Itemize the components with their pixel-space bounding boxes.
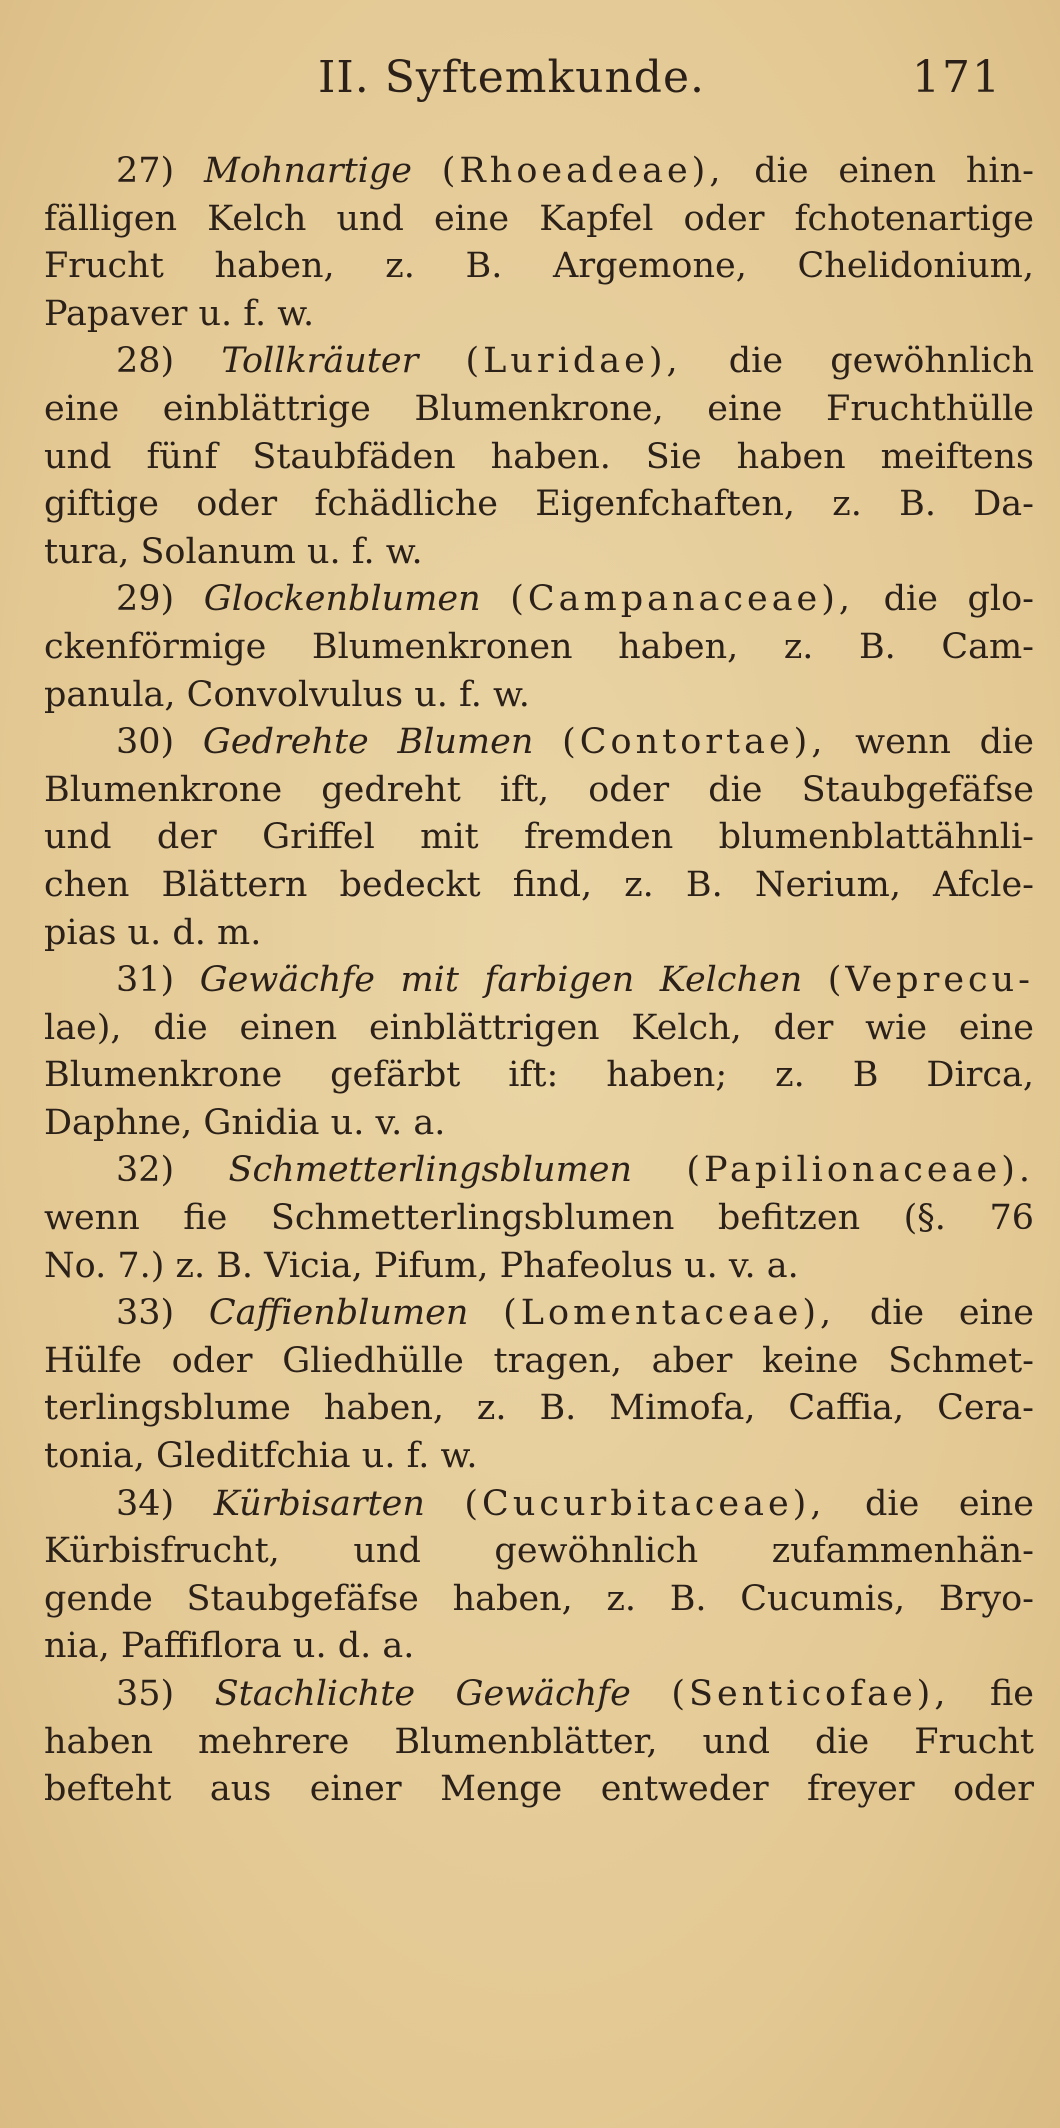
latin-name: (Contortae), [562,722,827,763]
entry-text: befteht aus einer Menge entweder freyer oder [44,1769,1034,1810]
entry-text: wenn die [855,722,1034,763]
family-name: Gedrehte Blumen [202,722,534,763]
entry-text: chen Blättern bedeckt find, z. B. Nerium, Afcle- [44,864,1034,905]
entry-first-line [44,576,1034,624]
latin-name: (Campanaceae), [510,579,855,620]
page-body [44,148,1034,1814]
entry-number: 35) [116,1674,175,1714]
entry-number: 33) [116,1293,175,1334]
entry-text: Frucht haben, z. B. Argemone, Chelidonium, [44,246,1034,287]
entry-text: lae), die einen einblättrigen Kelch, der wie eine [44,1007,1034,1048]
entry-number: 30) [116,722,175,763]
latin-name: (Rhoeadeae), [441,151,725,191]
entry-first-line [44,1481,1034,1529]
entry-text: die gewöhnlich [728,341,1034,382]
family-name: Schmetterlingsblumen [228,1150,633,1191]
family-name: Gewächfe mit farbigen Kelchen [199,960,803,1001]
page-number: 171 [912,52,1002,103]
entry-number: 32) [116,1150,175,1191]
latin-name: (Veprecu- [827,960,1034,1001]
entry-text: haben mehrere Blumenblätter, und die Frucht [44,1721,1034,1762]
family-name: Caffienblumen [208,1293,469,1334]
entry-33 [44,1290,1034,1480]
entry-text: die eine [865,1483,1034,1524]
entry-text: nia, Paffiflora u. d. a. [44,1626,415,1667]
entry-27 [44,148,1034,338]
entry-number: 27) [116,151,175,191]
entry-first-line [44,957,1034,1005]
entry-text: Kürbisfrucht, und gewöhnlich zufammenhän- [44,1531,1034,1572]
entry-34 [44,1481,1034,1671]
entry-first-line [44,1147,1034,1195]
entry-first-line [44,1290,1034,1338]
entry-number: 31) [116,960,175,1001]
entry-28 [44,338,1034,576]
entry-text: tura, Solanum u. f. w. [44,531,423,572]
entry-text: gende Staubgefäfse haben, z. B. Cucumis, Bryo- [44,1578,1034,1619]
latin-name: (Lomentaceae), [503,1293,836,1334]
family-name: Glockenblumen [203,579,481,620]
family-name: Tollkräuter [221,341,419,382]
entry-text: wenn fie Schmetterlingsblumen befitzen (§. 76 [44,1198,1034,1239]
entry-32 [44,1147,1034,1290]
entry-text: Daphne, Gnidia u. v. a. [44,1102,446,1143]
entry-first-line [44,148,1034,196]
family-name: Kürbisarten [213,1483,425,1524]
entry-text: Blumenkrone gefärbt ift: haben; z. B Dirca, [44,1055,1034,1096]
latin-name: (Papilionaceae). [686,1150,1034,1191]
running-title: II. Syftemkunde. [318,52,705,103]
entry-text: giftige oder fchädliche Eigenfchaften, z. B. Da- [44,484,1034,525]
entry-text: No. 7.) z. B. Vicia, Pifum, Phafeolus u. v. a. [44,1245,799,1286]
entry-text: die einen hin- [754,151,1034,191]
entry-text: die glo- [883,579,1034,620]
entry-number: 29) [116,579,175,620]
entry-35 [44,1671,1034,1814]
entry-text: die eine [869,1293,1034,1334]
entry-text: fie [989,1674,1034,1714]
entry-number: 28) [116,341,175,382]
entry-number: 34) [116,1483,175,1524]
entry-text: eine einblättrige Blumenkrone, eine Fruchthülle [44,388,1034,429]
latin-name: (Cucurbitaceae), [464,1483,826,1524]
latin-name: (Luridae), [465,341,682,382]
family-name: Mohnartige [204,151,412,191]
entry-text: tonia, Gleditfchia u. f. w. [44,1436,478,1477]
entry-first-line [44,338,1034,386]
entry-first-line [44,719,1034,767]
entry-text: pias u. d. m. [44,912,262,953]
entry-text: panula, Convolvulus u. f. w. [44,674,530,715]
latin-name: (Senticofae), [671,1674,950,1714]
family-name: Stachlichte Gewächfe [214,1674,631,1714]
entry-text: terlingsblume haben, z. B. Mimofa, Caffia, Cera- [44,1388,1034,1429]
page-header [0,52,1060,122]
entry-text: und fünf Staubfäden haben. Sie haben meiftens [44,436,1034,477]
entry-text: Papaver u. f. w. [44,293,315,334]
entry-30 [44,719,1034,957]
entry-text: Hülfe oder Gliedhülle tragen, aber keine Schmet- [44,1340,1034,1381]
entry-text: und der Griffel mit fremden blumenblattähnli- [44,817,1034,858]
entry-31 [44,957,1034,1147]
entry-29 [44,576,1034,719]
entry-first-line [44,1671,1034,1719]
entry-text: ckenförmige Blumenkronen haben, z. B. Cam- [44,626,1034,667]
entry-text: fälligen Kelch und eine Kapfel oder fchotenartige [44,198,1034,239]
entry-text: Blumenkrone gedreht ift, oder die Staubgefäfse [44,769,1034,810]
